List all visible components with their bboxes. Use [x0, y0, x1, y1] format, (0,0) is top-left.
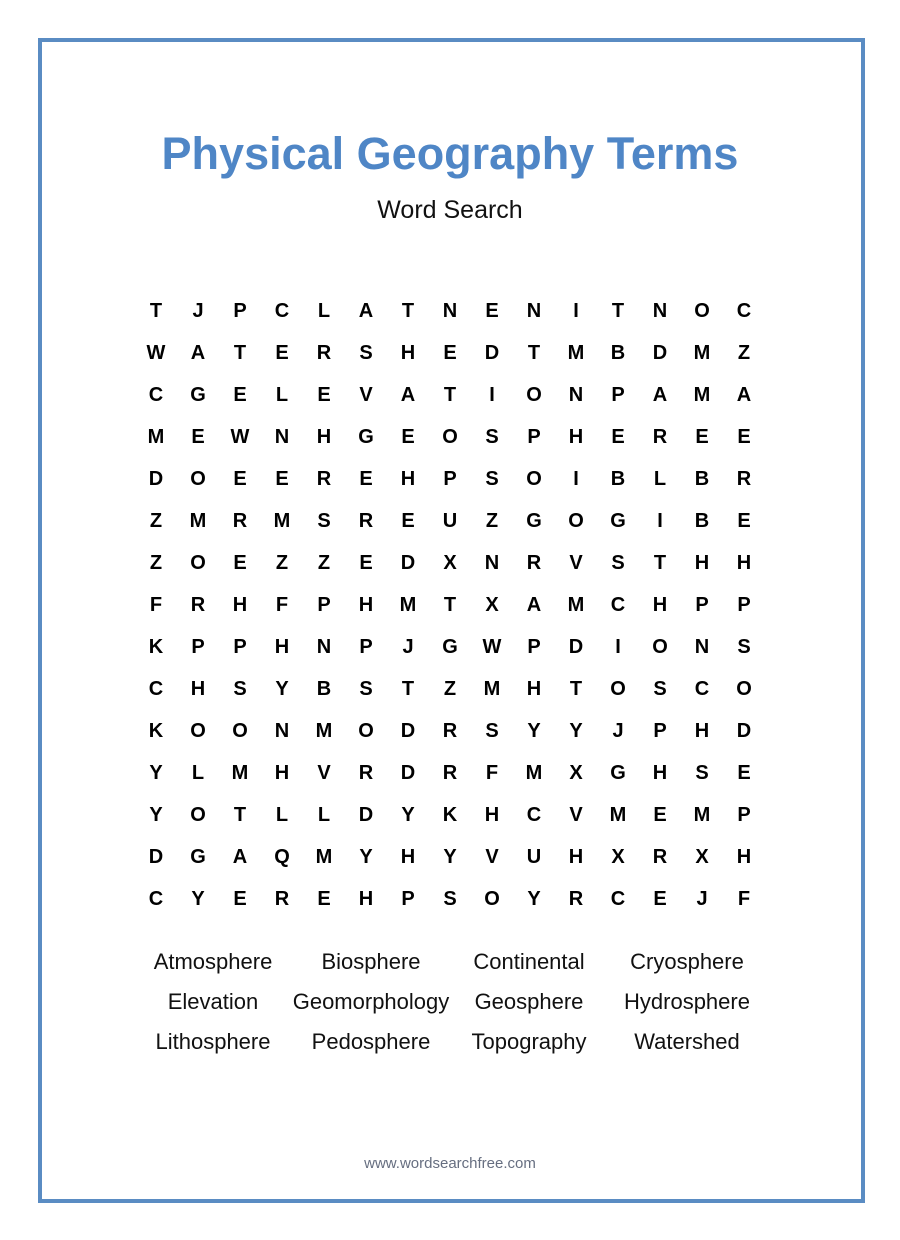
grid-cell[interactable]: F: [737, 887, 751, 910]
grid-cell[interactable]: R: [568, 887, 584, 910]
grid-cell[interactable]: E: [233, 887, 247, 910]
grid-cell[interactable]: B: [694, 467, 710, 490]
grid-cell[interactable]: H: [526, 677, 542, 700]
grid-cell[interactable]: D: [568, 635, 584, 658]
grid-cell[interactable]: E: [443, 341, 457, 364]
grid-cell[interactable]: B: [694, 509, 710, 532]
grid-cell[interactable]: E: [401, 425, 415, 448]
grid-cell[interactable]: R: [316, 341, 332, 364]
grid-cell[interactable]: E: [485, 299, 499, 322]
grid-cell[interactable]: P: [611, 383, 625, 406]
grid-cell[interactable]: R: [652, 845, 668, 868]
grid-cell[interactable]: E: [401, 509, 415, 532]
grid-cell[interactable]: V: [569, 803, 583, 826]
grid-cell[interactable]: D: [736, 719, 752, 742]
grid-cell[interactable]: M: [315, 845, 333, 868]
grid-cell[interactable]: A: [358, 299, 374, 322]
grid-cell[interactable]: E: [275, 467, 289, 490]
grid-cell[interactable]: L: [275, 803, 289, 826]
grid-cell[interactable]: S: [485, 719, 499, 742]
grid-cell[interactable]: W: [482, 635, 502, 658]
grid-cell[interactable]: Z: [149, 551, 163, 574]
grid-cell[interactable]: T: [233, 341, 247, 364]
grid-cell[interactable]: P: [527, 425, 541, 448]
grid-cell[interactable]: E: [275, 341, 289, 364]
grid-cell[interactable]: H: [736, 845, 752, 868]
grid-cell[interactable]: M: [315, 719, 333, 742]
grid-cell[interactable]: H: [694, 719, 710, 742]
grid-cell[interactable]: E: [359, 467, 373, 490]
word-list-item: Elevation: [167, 989, 259, 1014]
grid-cell[interactable]: N: [652, 299, 668, 322]
grid-cell[interactable]: T: [611, 299, 625, 322]
grid-cell[interactable]: R: [274, 887, 290, 910]
grid-cell[interactable]: D: [400, 761, 416, 784]
word-list-item: Geosphere: [474, 989, 584, 1014]
grid-cell[interactable]: C: [274, 299, 290, 322]
grid-cell[interactable]: M: [399, 593, 417, 616]
grid-cell[interactable]: Y: [359, 845, 373, 868]
grid-cell[interactable]: O: [232, 719, 248, 742]
word-list-item: Continental: [473, 949, 585, 974]
grid-cell[interactable]: Y: [569, 719, 583, 742]
grid-cell[interactable]: V: [485, 845, 499, 868]
grid-cell[interactable]: A: [652, 383, 668, 406]
grid-cell[interactable]: Z: [737, 341, 751, 364]
grid-cell[interactable]: S: [737, 635, 751, 658]
grid-cell[interactable]: J: [402, 635, 414, 658]
grid-cell[interactable]: V: [317, 761, 331, 784]
grid-cell[interactable]: T: [653, 551, 667, 574]
grid-cell[interactable]: J: [192, 299, 204, 322]
grid-cell[interactable]: H: [358, 887, 374, 910]
grid-cell[interactable]: M: [693, 383, 711, 406]
grid-cell[interactable]: E: [611, 425, 625, 448]
grid-cell[interactable]: Y: [191, 887, 205, 910]
grid-cell[interactable]: J: [696, 887, 708, 910]
grid-cell[interactable]: H: [694, 551, 710, 574]
grid-cell[interactable]: Z: [149, 509, 163, 532]
grid-cell[interactable]: S: [443, 887, 457, 910]
grid-cell[interactable]: M: [525, 761, 543, 784]
grid-cell[interactable]: K: [148, 719, 164, 742]
grid-cell[interactable]: H: [400, 341, 416, 364]
grid-cell[interactable]: T: [401, 299, 415, 322]
grid-cell[interactable]: O: [442, 425, 458, 448]
grid-cell[interactable]: N: [484, 551, 500, 574]
grid-cell[interactable]: Y: [149, 803, 163, 826]
grid-cell[interactable]: W: [230, 425, 250, 448]
grid-cell[interactable]: B: [316, 677, 332, 700]
word-list-item: Lithosphere: [155, 1029, 271, 1054]
grid-cell[interactable]: E: [695, 425, 709, 448]
grid-cell[interactable]: L: [317, 803, 331, 826]
grid-cell[interactable]: S: [611, 551, 625, 574]
grid-cell[interactable]: P: [737, 593, 751, 616]
grid-cell[interactable]: H: [232, 593, 248, 616]
grid-cell[interactable]: I: [489, 383, 495, 406]
grid-cell[interactable]: K: [148, 635, 164, 658]
word-list-item: Cryosphere: [630, 949, 744, 974]
word-list-item: Pedosphere: [311, 1029, 431, 1054]
grid-cell[interactable]: L: [191, 761, 205, 784]
grid-cell[interactable]: E: [191, 425, 205, 448]
grid-cell[interactable]: D: [148, 845, 164, 868]
grid-cell[interactable]: A: [736, 383, 752, 406]
grid-cell[interactable]: Z: [317, 551, 331, 574]
grid-cell[interactable]: B: [610, 467, 626, 490]
grid-cell[interactable]: D: [148, 467, 164, 490]
grid-cell[interactable]: H: [652, 761, 668, 784]
grid-cell[interactable]: H: [568, 845, 584, 868]
grid-cell[interactable]: G: [190, 383, 206, 406]
grid-cell[interactable]: P: [737, 803, 751, 826]
grid-cell[interactable]: N: [316, 635, 332, 658]
grid-cell[interactable]: R: [442, 761, 458, 784]
grid-cell[interactable]: H: [316, 425, 332, 448]
grid-cell[interactable]: H: [484, 803, 500, 826]
grid-cell[interactable]: S: [359, 677, 373, 700]
grid-cell[interactable]: S: [359, 341, 373, 364]
grid-cell[interactable]: Z: [275, 551, 289, 574]
grid-cell[interactable]: C: [694, 677, 710, 700]
grid-cell[interactable]: R: [358, 761, 374, 784]
grid-cell[interactable]: P: [401, 887, 415, 910]
grid-cell[interactable]: P: [317, 593, 331, 616]
grid-cell[interactable]: Z: [443, 677, 457, 700]
grid-cell[interactable]: N: [526, 299, 542, 322]
grid-cell[interactable]: G: [190, 845, 206, 868]
grid-cell[interactable]: M: [567, 341, 585, 364]
grid-cell[interactable]: E: [233, 383, 247, 406]
word-list-item: Hydrosphere: [624, 989, 750, 1014]
grid-cell[interactable]: B: [610, 341, 626, 364]
grid-cell[interactable]: H: [400, 467, 416, 490]
grid-cell[interactable]: C: [610, 887, 626, 910]
grid-cell[interactable]: E: [317, 383, 331, 406]
grid-cell[interactable]: I: [657, 509, 663, 532]
grid-cell[interactable]: I: [573, 467, 579, 490]
grid-cell[interactable]: O: [736, 677, 752, 700]
grid-cell[interactable]: X: [569, 761, 583, 784]
grid-cell[interactable]: M: [189, 509, 207, 532]
grid-cell[interactable]: O: [652, 635, 668, 658]
grid-cell[interactable]: T: [569, 677, 583, 700]
grid-cell[interactable]: N: [694, 635, 710, 658]
grid-cell[interactable]: Y: [527, 887, 541, 910]
grid-cell[interactable]: C: [148, 383, 164, 406]
grid-cell[interactable]: L: [275, 383, 289, 406]
grid-cell[interactable]: P: [653, 719, 667, 742]
grid-cell[interactable]: O: [610, 677, 626, 700]
grid-cell[interactable]: P: [233, 635, 247, 658]
grid-cell[interactable]: T: [233, 803, 247, 826]
footer-url: www.wordsearchfree.com: [364, 1155, 536, 1172]
grid-cell[interactable]: H: [400, 845, 416, 868]
grid-cell[interactable]: R: [316, 467, 332, 490]
grid-cell[interactable]: E: [359, 551, 373, 574]
grid-cell[interactable]: F: [485, 761, 499, 784]
grid-cell[interactable]: M: [231, 761, 249, 784]
grid-cell[interactable]: A: [400, 383, 416, 406]
grid-cell[interactable]: T: [443, 593, 457, 616]
grid-cell[interactable]: E: [233, 467, 247, 490]
grid-cell[interactable]: X: [695, 845, 709, 868]
grid-cell[interactable]: C: [736, 299, 752, 322]
grid-cell[interactable]: H: [568, 425, 584, 448]
grid-cell[interactable]: P: [527, 635, 541, 658]
grid-cell[interactable]: F: [275, 593, 289, 616]
grid-cell[interactable]: Y: [527, 719, 541, 742]
grid-cell[interactable]: O: [190, 719, 206, 742]
grid-cell[interactable]: G: [442, 635, 458, 658]
grid-cell[interactable]: G: [610, 509, 626, 532]
word-list-item: Biosphere: [321, 949, 421, 974]
grid-cell[interactable]: A: [232, 845, 248, 868]
grid-cell[interactable]: V: [569, 551, 583, 574]
grid-cell[interactable]: R: [442, 719, 458, 742]
grid-cell[interactable]: J: [612, 719, 624, 742]
grid-cell[interactable]: Y: [443, 845, 457, 868]
grid-cell[interactable]: O: [484, 887, 500, 910]
grid-cell[interactable]: E: [737, 425, 751, 448]
grid-cell[interactable]: O: [190, 467, 206, 490]
grid-cell[interactable]: U: [526, 845, 542, 868]
grid-cell[interactable]: A: [190, 341, 206, 364]
grid-cell[interactable]: H: [274, 761, 290, 784]
grid-cell[interactable]: V: [359, 383, 373, 406]
grid-cell[interactable]: M: [693, 803, 711, 826]
grid-cell[interactable]: E: [653, 887, 667, 910]
grid-cell[interactable]: N: [274, 425, 290, 448]
grid-cell[interactable]: H: [358, 593, 374, 616]
grid-cell[interactable]: O: [190, 803, 206, 826]
word-list-item: Geomorphology: [292, 989, 450, 1014]
grid-cell[interactable]: S: [317, 509, 331, 532]
grid-cell[interactable]: G: [610, 761, 626, 784]
word-list-item: Watershed: [634, 1029, 740, 1054]
grid-cell[interactable]: D: [400, 719, 416, 742]
grid-cell[interactable]: C: [148, 887, 164, 910]
grid-cell[interactable]: S: [485, 425, 499, 448]
page-title: Physical Geography Terms: [161, 128, 739, 179]
grid-cell[interactable]: P: [233, 299, 247, 322]
grid-cell[interactable]: O: [568, 509, 584, 532]
grid-cell[interactable]: E: [653, 803, 667, 826]
grid-cell[interactable]: R: [526, 551, 542, 574]
grid-cell[interactable]: M: [273, 509, 291, 532]
grid-cell[interactable]: E: [737, 509, 751, 532]
grid-cell[interactable]: Q: [274, 845, 290, 868]
grid-cell[interactable]: X: [611, 845, 625, 868]
grid-cell[interactable]: C: [148, 677, 164, 700]
grid-cell[interactable]: P: [359, 635, 373, 658]
grid-cell[interactable]: R: [232, 509, 248, 532]
grid-cell[interactable]: D: [358, 803, 374, 826]
grid-cell[interactable]: N: [442, 299, 458, 322]
grid-cell[interactable]: G: [358, 425, 374, 448]
grid-cell[interactable]: K: [442, 803, 458, 826]
grid-cell[interactable]: X: [443, 551, 457, 574]
letter-grid: [135, 290, 765, 920]
grid-cell[interactable]: D: [484, 341, 500, 364]
grid-cell[interactable]: E: [233, 551, 247, 574]
grid-cell[interactable]: C: [610, 593, 626, 616]
grid-cell[interactable]: Y: [275, 677, 289, 700]
word-list-item: Topography: [471, 1029, 587, 1054]
grid-cell[interactable]: T: [401, 677, 415, 700]
grid-cell[interactable]: I: [573, 299, 579, 322]
grid-cell[interactable]: X: [485, 593, 499, 616]
grid-cell[interactable]: P: [191, 635, 205, 658]
grid-cell[interactable]: E: [317, 887, 331, 910]
grid-cell[interactable]: P: [443, 467, 457, 490]
grid-cell[interactable]: O: [694, 299, 710, 322]
grid-cell[interactable]: W: [146, 341, 166, 364]
grid-cell[interactable]: S: [233, 677, 247, 700]
grid-cell[interactable]: R: [190, 593, 206, 616]
grid-cell[interactable]: O: [358, 719, 374, 742]
grid-cell[interactable]: R: [358, 509, 374, 532]
grid-cell[interactable]: T: [443, 383, 457, 406]
grid-cell[interactable]: Y: [401, 803, 415, 826]
grid-cell[interactable]: Z: [485, 509, 499, 532]
grid-cell[interactable]: S: [485, 467, 499, 490]
grid-cell[interactable]: H: [274, 635, 290, 658]
grid-cell[interactable]: L: [653, 467, 667, 490]
grid-cell[interactable]: M: [567, 593, 585, 616]
grid-cell[interactable]: O: [190, 551, 206, 574]
grid-cell[interactable]: O: [526, 467, 542, 490]
grid-cell[interactable]: S: [653, 677, 667, 700]
grid-cell[interactable]: M: [483, 677, 501, 700]
grid-cell[interactable]: P: [695, 593, 709, 616]
grid-cell[interactable]: N: [274, 719, 290, 742]
grid-cell[interactable]: T: [149, 299, 163, 322]
grid-cell[interactable]: Y: [149, 761, 163, 784]
grid-cell[interactable]: H: [190, 677, 206, 700]
page-subtitle: Word Search: [377, 196, 523, 224]
grid-cell[interactable]: O: [526, 383, 542, 406]
grid-cell[interactable]: H: [736, 551, 752, 574]
grid-cell[interactable]: S: [695, 761, 709, 784]
grid-cell[interactable]: L: [317, 299, 331, 322]
grid-cell[interactable]: H: [652, 593, 668, 616]
grid-cell[interactable]: M: [693, 341, 711, 364]
grid-cell[interactable]: G: [526, 509, 542, 532]
grid-cell[interactable]: E: [737, 761, 751, 784]
word-list: [134, 942, 766, 1062]
grid-cell[interactable]: I: [615, 635, 621, 658]
grid-cell[interactable]: F: [149, 593, 163, 616]
grid-cell[interactable]: M: [609, 803, 627, 826]
grid-cell[interactable]: T: [527, 341, 541, 364]
grid-cell[interactable]: N: [568, 383, 584, 406]
grid-cell[interactable]: D: [652, 341, 668, 364]
grid-cell[interactable]: A: [526, 593, 542, 616]
grid-cell[interactable]: R: [736, 467, 752, 490]
grid-cell[interactable]: D: [400, 551, 416, 574]
grid-cell[interactable]: C: [526, 803, 542, 826]
grid-cell[interactable]: U: [442, 509, 458, 532]
grid-cell[interactable]: M: [147, 425, 165, 448]
word-list-item: Atmosphere: [153, 949, 273, 974]
grid-cell[interactable]: R: [652, 425, 668, 448]
